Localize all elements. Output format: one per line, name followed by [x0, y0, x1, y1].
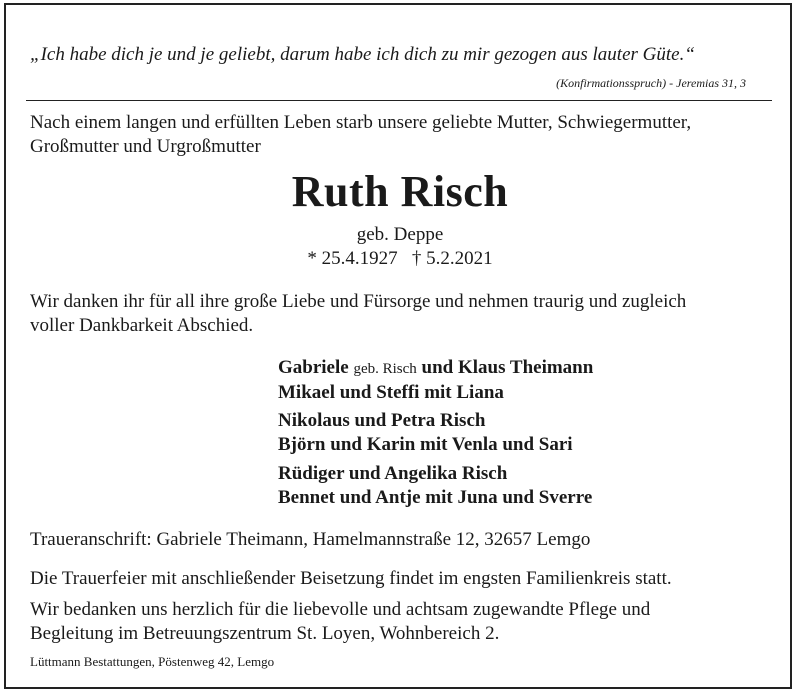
funeral-address: Traueranschrift: Gabriele Theimann, Hamelmannstraße 12, 32657 Lemgo — [30, 529, 591, 550]
deceased-name: Ruth Risch — [291, 167, 509, 216]
undertaker-footer: Lüttmann Bestattungen, Pöstenweg 42, Lemgo — [30, 654, 275, 669]
maiden-name: geb. Deppe — [356, 224, 444, 245]
divider — [26, 100, 772, 101]
intro-line-1: Nach einem langen und erfüllten Leben starb unsere geliebte Mutter, Schwiegermutter, — [30, 112, 692, 133]
birth-date: * 25.4.1927 — [307, 248, 398, 269]
family-line: Rüdiger und Angelika Risch — [278, 463, 508, 484]
family-line: Björn und Karin mit Venla und Sari — [278, 434, 573, 455]
intro-line-2: Großmutter und Urgroßmutter — [30, 136, 261, 157]
care-thanks-line-2: Begleitung im Betreuungszentrum St. Loyen, Wohnbereich 2. — [30, 623, 500, 644]
verse-quote: „Ich habe dich je und je geliebt, darum habe ich dich zu mir gezogen aus lauter Güte.“ — [30, 44, 695, 65]
thanks-line-2: voller Dankbarkeit Abschied. — [30, 315, 254, 336]
thanks-line-1: Wir danken ihr für all ihre große Liebe und Fürsorge und nehmen traurig und zugleich — [30, 291, 687, 312]
family-line: Gabriele geb. Risch und Klaus Theimann — [278, 357, 594, 378]
care-thanks-line-1: Wir bedanken uns herzlich für die liebevolle und achtsam zugewandte Pflege und — [30, 599, 651, 620]
family-line: Mikael und Steffi mit Liana — [278, 382, 504, 403]
verse-source: (Konfirmationsspruch) - Jeremias 31, 3 — [556, 76, 746, 90]
family-line: Bennet und Antje mit Juna und Sverre — [278, 487, 593, 508]
family-line: Nikolaus und Petra Risch — [278, 410, 486, 431]
life-dates — [0, 248, 800, 270]
family-group-2 — [278, 409, 573, 457]
death-date: † 5.2.2021 — [411, 248, 493, 269]
ceremony-note: Die Trauerfeier mit anschließender Beisetzung findet im engsten Familienkreis statt. — [30, 568, 672, 589]
family-group-1 — [278, 356, 593, 405]
family-group-3 — [278, 462, 592, 510]
